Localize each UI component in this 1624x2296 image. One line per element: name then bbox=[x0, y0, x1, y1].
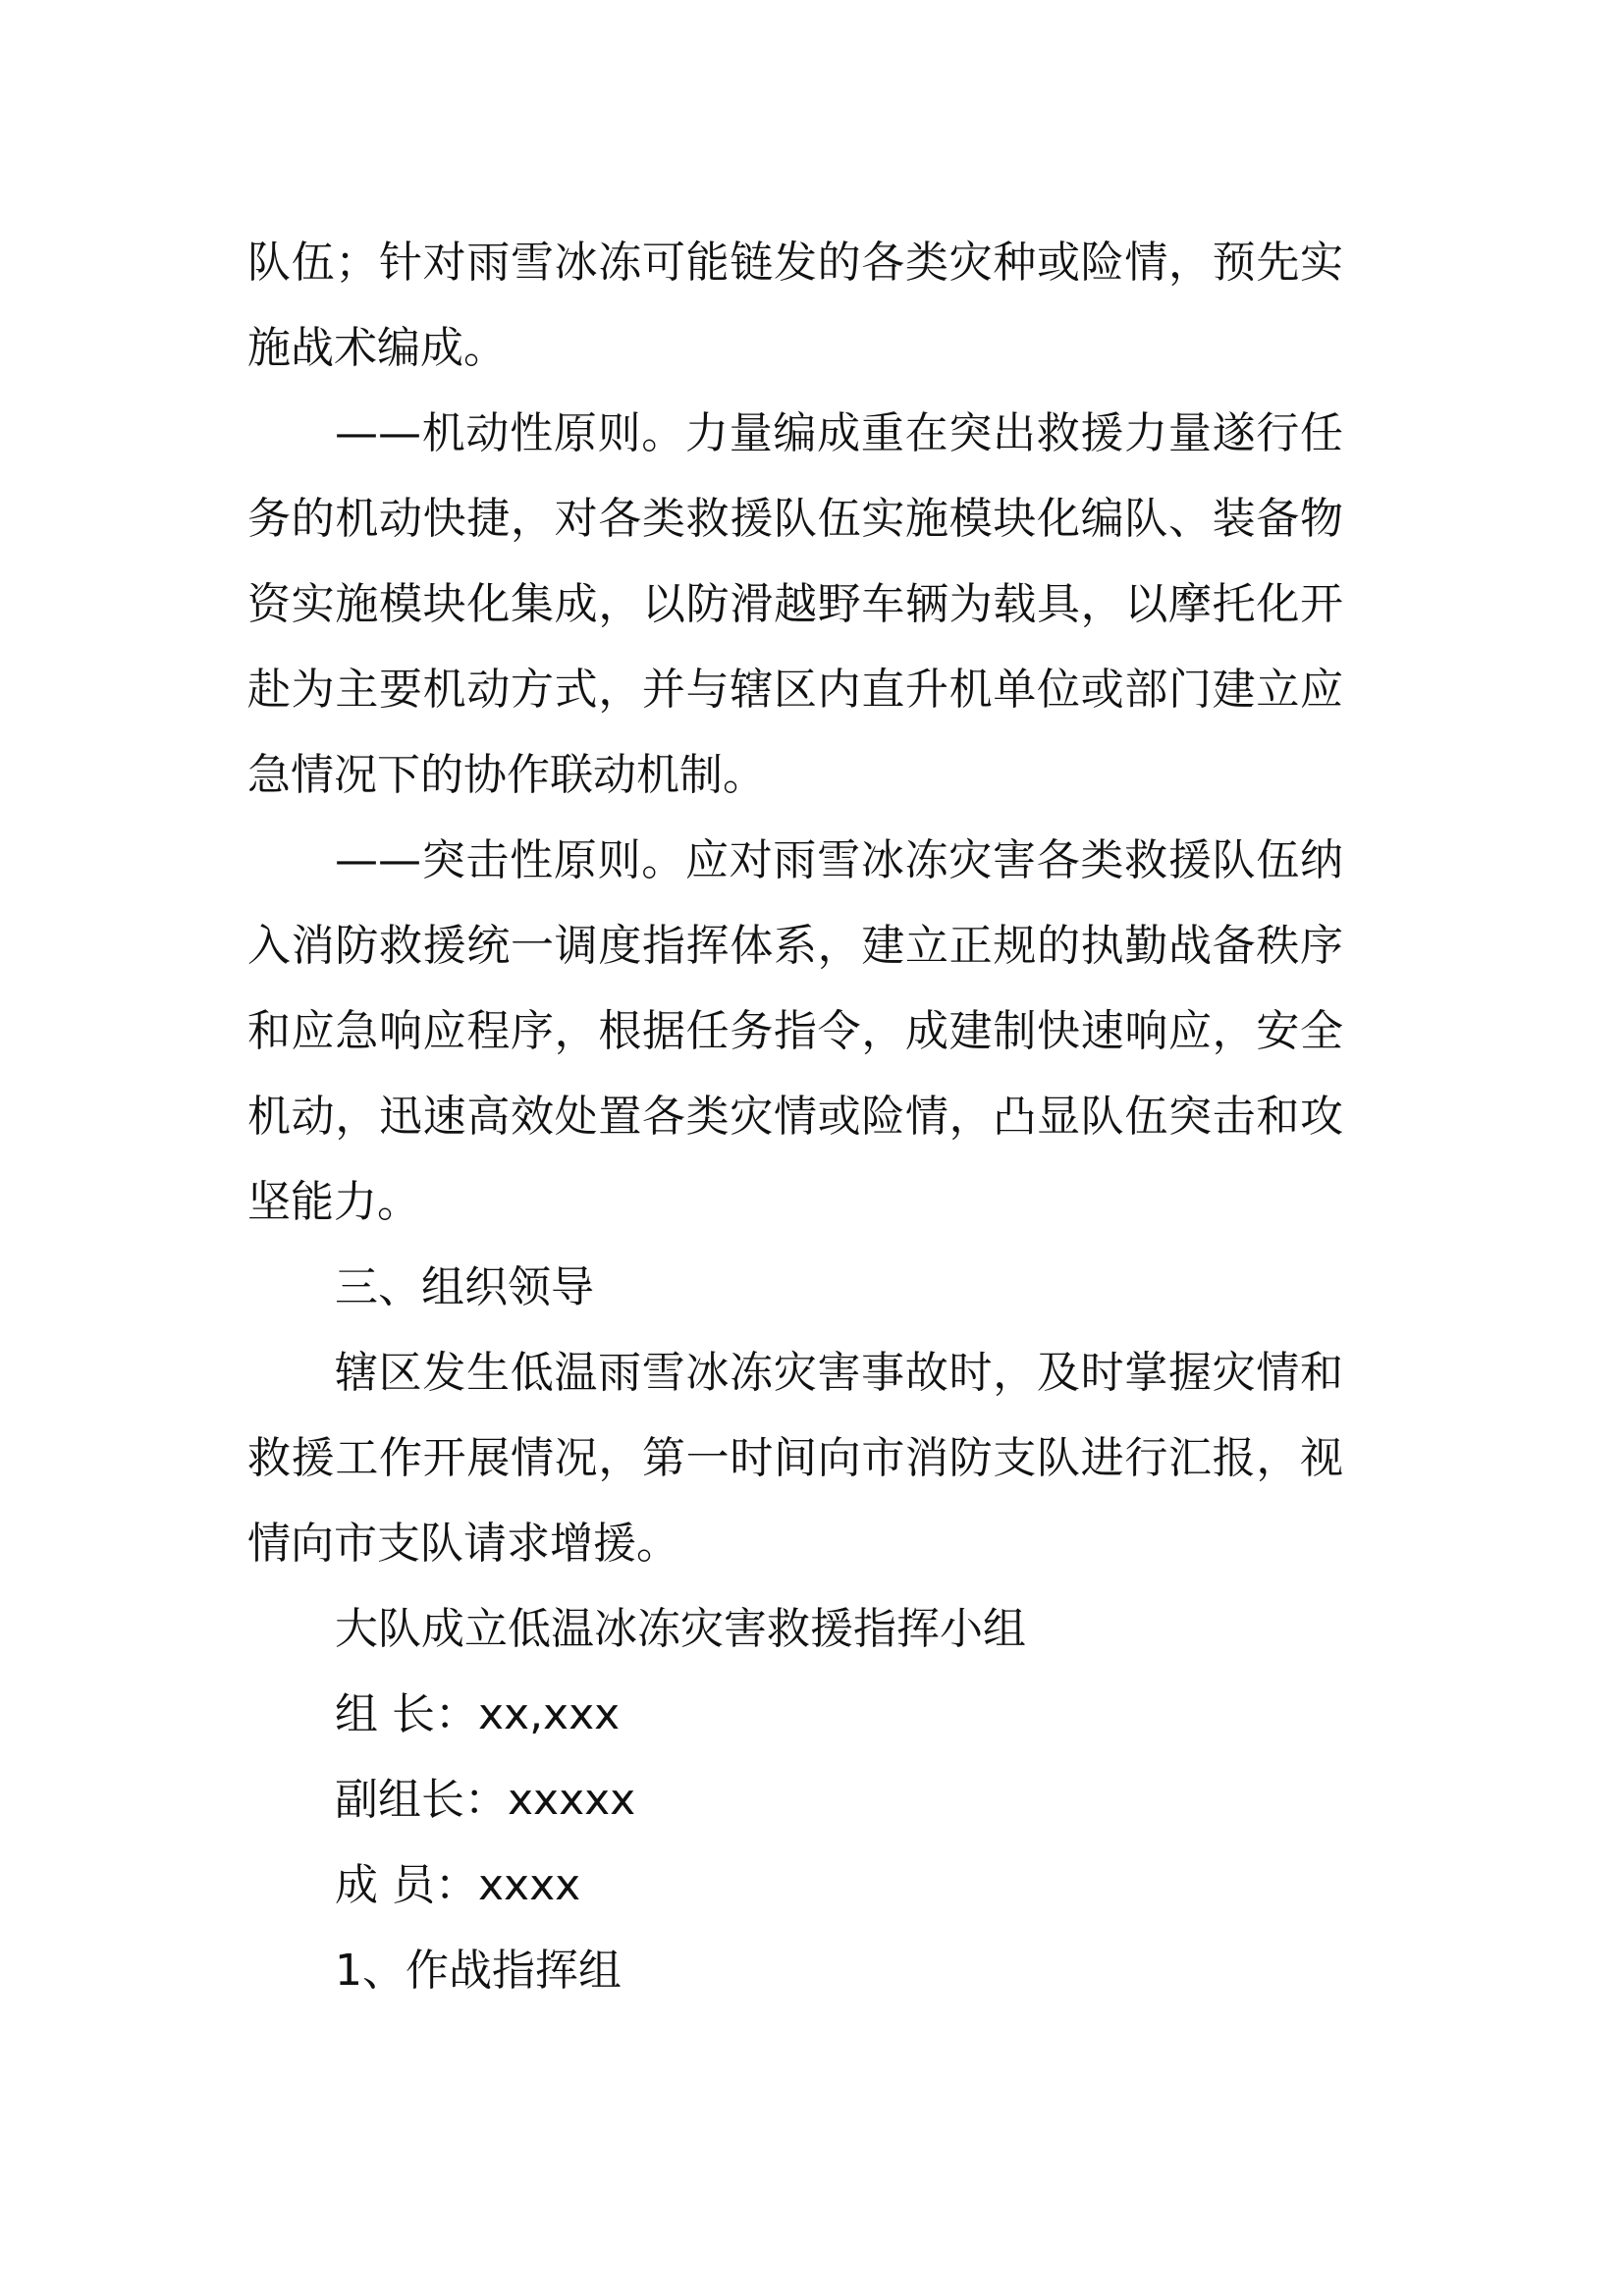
text-line: 机动，迅速高效处置各类灾情或险情，凸显队伍突击和攻 bbox=[247, 1092, 1343, 1142]
text-line: 组 长：xx,xxx bbox=[335, 1689, 621, 1739]
text-line: 三、组织领导 bbox=[335, 1262, 594, 1312]
text-line: 队伍；针对雨雪冰冻可能链发的各类灾种或险情，预先实 bbox=[247, 238, 1343, 288]
text-line: 成 员：xxxx bbox=[335, 1860, 581, 1910]
text-line: 副组长：xxxxx bbox=[335, 1775, 636, 1825]
text-line: 辖区发生低温雨雪冰冻灾害事故时，及时掌握灾情和 bbox=[335, 1348, 1343, 1398]
paragraph bbox=[247, 1842, 1343, 1928]
text-line: 急情况下的协作联动机制。 bbox=[247, 750, 766, 800]
text-line: 务的机动快捷，对各类救援队伍实施模块化编队、装备物 bbox=[247, 494, 1343, 544]
text-line: 赴为主要机动方式，并与辖区内直升机单位或部门建立应 bbox=[247, 665, 1343, 715]
text-line: 施战术编成。 bbox=[247, 323, 507, 373]
document-body bbox=[247, 220, 1343, 2013]
text-line: 入消防救援统一调度指挥体系，建立正规的执勤战备秩序 bbox=[247, 921, 1343, 971]
text-line: 救援工作开展情况，第一时间向市消防支队进行汇报，视 bbox=[247, 1433, 1343, 1483]
text-line: 1、作战指挥组 bbox=[335, 1946, 622, 1996]
text-line: 资实施模块化集成，以防滑越野车辆为载具，以摩托化开 bbox=[247, 579, 1343, 629]
text-line: 和应急响应程序，根据任务指令，成建制快速响应，安全 bbox=[247, 1006, 1343, 1056]
text-line: 情向市支队请求增援。 bbox=[247, 1519, 679, 1569]
text-line: 坚能力。 bbox=[247, 1177, 420, 1227]
paragraph bbox=[247, 391, 1343, 818]
text-line: 大队成立低温冰冻灾害救援指挥小组 bbox=[335, 1604, 1026, 1654]
text-line: ——机动性原则。力量编成重在突出救援力量遂行任 bbox=[335, 408, 1343, 458]
paragraph bbox=[247, 1586, 1343, 1672]
paragraph bbox=[247, 1672, 1343, 1757]
paragraph bbox=[247, 818, 1343, 1245]
text-line: ——突击性原则。应对雨雪冰冻灾害各类救援队伍纳 bbox=[335, 835, 1343, 885]
paragraph bbox=[247, 1928, 1343, 2013]
paragraph bbox=[247, 1245, 1343, 1330]
paragraph bbox=[247, 1330, 1343, 1586]
paragraph bbox=[247, 220, 1343, 391]
paragraph bbox=[247, 1757, 1343, 1842]
